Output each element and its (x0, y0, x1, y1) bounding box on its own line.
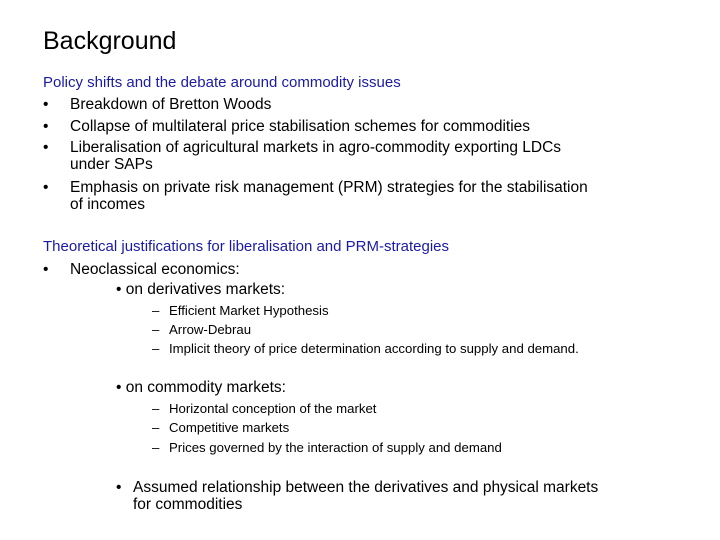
bullet-text: Breakdown of Bretton Woods (70, 96, 272, 113)
dash-marker: – (152, 322, 160, 337)
bullet-text: Neoclassical economics: (70, 261, 240, 278)
sub-list-text: Arrow-Debrau (169, 322, 252, 337)
dash-marker: – (152, 420, 160, 435)
bullet-text-continued: under SAPs (70, 156, 153, 173)
bullet-text: Collapse of multilateral price stabilisation schemes for commodities (70, 118, 531, 135)
bullet-marker: • (43, 118, 49, 135)
bullet-text: Assumed relationship between the derivatives and physical markets (133, 479, 599, 496)
sub-list-text: Horizontal conception of the market (169, 401, 377, 416)
bullet-text: Liberalisation of agricultural markets in agro-commodity exporting LDCs (70, 139, 562, 156)
section2-heading: Theoretical justifications for liberalisation and PRM-strategies (43, 238, 450, 255)
bullet-marker: • (43, 261, 49, 278)
sub-list-text: Efficient Market Hypothesis (169, 303, 329, 318)
dash-marker: – (152, 440, 160, 455)
dash-marker: – (152, 401, 160, 416)
bullet-marker: • (43, 96, 49, 113)
derivatives-markets-label: • on derivatives markets: (116, 281, 286, 298)
bullet-text: Emphasis on private risk management (PRM) strategies for the stabilisation (70, 179, 588, 196)
bullet-text-continued: for commodities (133, 496, 243, 513)
sub-list-text: Implicit theory of price determination according to supply and demand. (169, 341, 579, 356)
dash-marker: – (152, 341, 160, 356)
bullet-text-continued: of incomes (70, 196, 145, 213)
dash-marker: – (152, 303, 160, 318)
bullet-marker: • (43, 139, 49, 156)
sub-list-text: Prices governed by the interaction of supply and demand (169, 440, 502, 455)
bullet-marker: • (116, 479, 122, 496)
bullet-marker: • (43, 179, 49, 196)
commodity-markets-label: • on commodity markets: (116, 379, 286, 396)
section1-heading: Policy shifts and the debate around commodity issues (43, 74, 401, 91)
sub-list-text: Competitive markets (169, 420, 290, 435)
slide-title: Background (43, 27, 177, 55)
